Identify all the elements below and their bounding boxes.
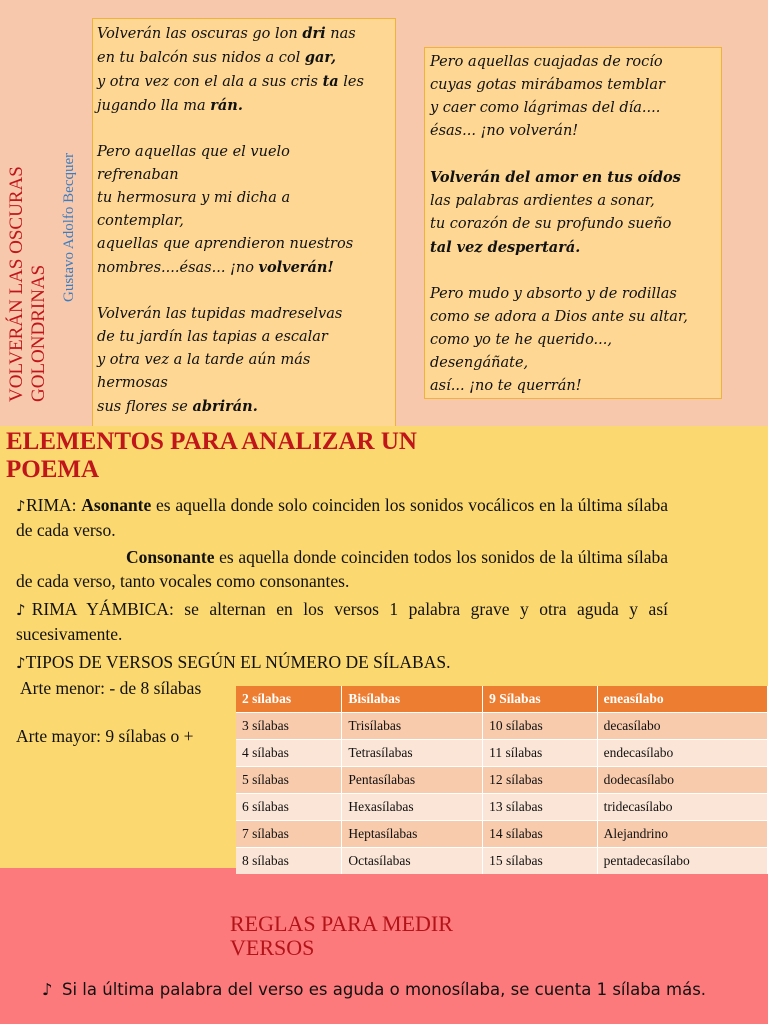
poem-line-segment: en tu balcón sus nidos a col [97,50,305,66]
table-cell: 13 sílabas [483,794,597,821]
poem-line-segment: Pero mudo y absorto y de rodillas [430,286,677,302]
rima-asonante [16,493,668,542]
table-cell: tridecasílabo [597,794,767,821]
table-row [236,794,768,821]
poem-box-left [92,18,396,426]
rima-yambica [16,597,668,646]
table-cell: Pentasílabas [342,767,483,794]
poem-line-segment: como se adora a Dios ante su altar, [430,309,688,325]
poem-author: Gustavo Adolfo Becquer [61,152,77,302]
table-row [236,821,768,848]
table-cell: 6 sílabas [236,794,342,821]
rima-label: RIMA: [25,495,82,515]
table-header-row [236,686,768,713]
elements-heading: ELEMENTOS PARA ANALIZAR UN POEMA [6,428,417,483]
table-cell: Trisílabas [342,713,483,740]
poem-line-segment: jugando lla ma [97,98,211,114]
poem-line-segment: tal vez despertará. [430,239,581,256]
table-cell: 7 sílabas [236,821,342,848]
table-cell: decasílabo [597,713,767,740]
poem-stanza [97,22,391,118]
asonante-term: Asonante [81,495,152,515]
poem-line-segment: tu corazón de su profundo sueño [430,216,672,232]
poem-line-segment: dri [302,25,326,42]
table-row [236,848,768,875]
rules-heading: REGLAS PARA MEDIR VERSOS [230,911,453,960]
table-body [236,713,768,875]
poem-line-segment: cuyas gotas mirábamos temblar [430,77,665,93]
poem-line-segment: les [338,74,364,90]
table-header-cell: 9 Sílabas [483,686,597,713]
poem-stanza [430,283,716,398]
musical-note-icon: ♪ [42,980,53,999]
table-cell: dodecasílabo [597,767,767,794]
poem-stanza [97,141,391,280]
rule-text: Si la última palabra del verso es aguda o monosílaba, se cuenta 1 sílaba más. [62,980,707,999]
poem-line-segment: como yo te he querido..., [430,332,612,348]
poem-line-segment: Volverán las tupidas madreselvas [97,306,343,322]
poem-line-segment: hermosas [97,375,168,391]
poem-line-segment: abrirán. [192,398,258,415]
poem-line-segment: y otra vez a la tarde aún más [97,352,311,368]
table-cell: 14 sílabas [483,821,597,848]
table-row [236,713,768,740]
poem-stanza [430,166,716,260]
musical-note-icon: ♪ [16,654,26,672]
table-header-cell: Bisílabas [342,686,483,713]
table-cell: pentadecasílabo [597,848,767,875]
table-row [236,767,768,794]
poem-line-segment: y caer como lágrimas del día.... [430,100,661,116]
syllables-table [236,686,768,874]
poem-line-segment: Pero aquellas que el vuelo [97,144,290,160]
poem-stanza [430,51,716,143]
poem-line-segment: aquellas que aprendieron nuestros [97,236,354,252]
table-header-cell: eneasílabo [597,686,767,713]
table-cell: 15 sílabas [483,848,597,875]
arte-mayor: Arte mayor: 9 sílabas o + [16,726,194,746]
musical-note-icon: ♪ [16,497,26,515]
poem-line-segment: rán. [210,97,243,114]
poem-line-segment: ta [322,73,339,90]
yambica-text: RIMA YÁMBICA: se alternan en los versos 1 palabra grave y otra aguda y así sucesivamente. [16,599,668,644]
table-cell: 11 sílabas [483,740,597,767]
asonante-definition: es aquella donde solo coinciden los sonidos vocálicos en la última sílaba de cada verso. [16,495,668,540]
poem-line-segment: tu hermosura y mi dicha a [97,190,291,206]
poem-line-segment: Volverán las oscuras go lon [97,26,303,42]
table-row [236,740,768,767]
poem-line-segment: así... ¡no te querrán! [430,378,582,394]
rima-consonante [16,545,668,593]
poem-line-segment: las palabras ardientes a sonar, [430,193,655,209]
tipos-text: TIPOS DE VERSOS SEGÚN EL NÚMERO DE SÍLABAS. [25,652,451,672]
poem-line-segment: y otra vez con el ala a sus cris [97,74,323,90]
consonante-term: Consonante [126,547,215,567]
consonante-definition: es aquella donde coinciden todos los sonidos de la última sílaba de cada verso, tanto vocales como consonantes. [16,547,668,591]
poem-line-segment: nas [325,26,356,42]
table-header-cell: 2 sílabas [236,686,342,713]
poem-line-segment: volverán! [258,259,334,276]
table-cell: 10 sílabas [483,713,597,740]
table-cell: 5 sílabas [236,767,342,794]
poem-line-segment: sus flores se [97,399,193,415]
table-cell: 8 sílabas [236,848,342,875]
table-cell: Heptasílabas [342,821,483,848]
poem-line-segment: nombres....ésas... ¡no [97,260,259,276]
poem-title: VOLVERÁN LAS OSCURAS GOLONDRINAS [6,166,49,402]
poem-stanza [97,303,391,419]
table-cell: Octasílabas [342,848,483,875]
rule-item [42,978,724,1002]
musical-note-icon: ♪ [16,601,32,619]
poem-line-segment: Pero aquellas cuajadas de rocío [430,54,663,70]
table-cell: 3 sílabas [236,713,342,740]
poem-line-segment: de tu jardín las tapias a escalar [97,329,328,345]
poem-line-segment: refrenaban [97,167,179,183]
poem-line-segment: gar, [304,49,337,66]
table-cell: endecasílabo [597,740,767,767]
poem-box-right [424,47,722,399]
table-cell: Tetrasílabas [342,740,483,767]
table-cell: Hexasílabas [342,794,483,821]
poem-line-segment: desengáñate, [430,355,529,371]
poem-line-segment: Volverán del amor en tus oídos [430,169,681,186]
poem-line-segment: ésas... ¡no volverán! [430,123,579,139]
arte-menor: Arte menor: - de 8 sílabas [20,678,202,698]
table-cell: Alejandrino [597,821,767,848]
table-cell: 12 sílabas [483,767,597,794]
tipos-versos [16,650,668,675]
table-cell: 4 sílabas [236,740,342,767]
poem-line-segment: contemplar, [97,213,184,229]
